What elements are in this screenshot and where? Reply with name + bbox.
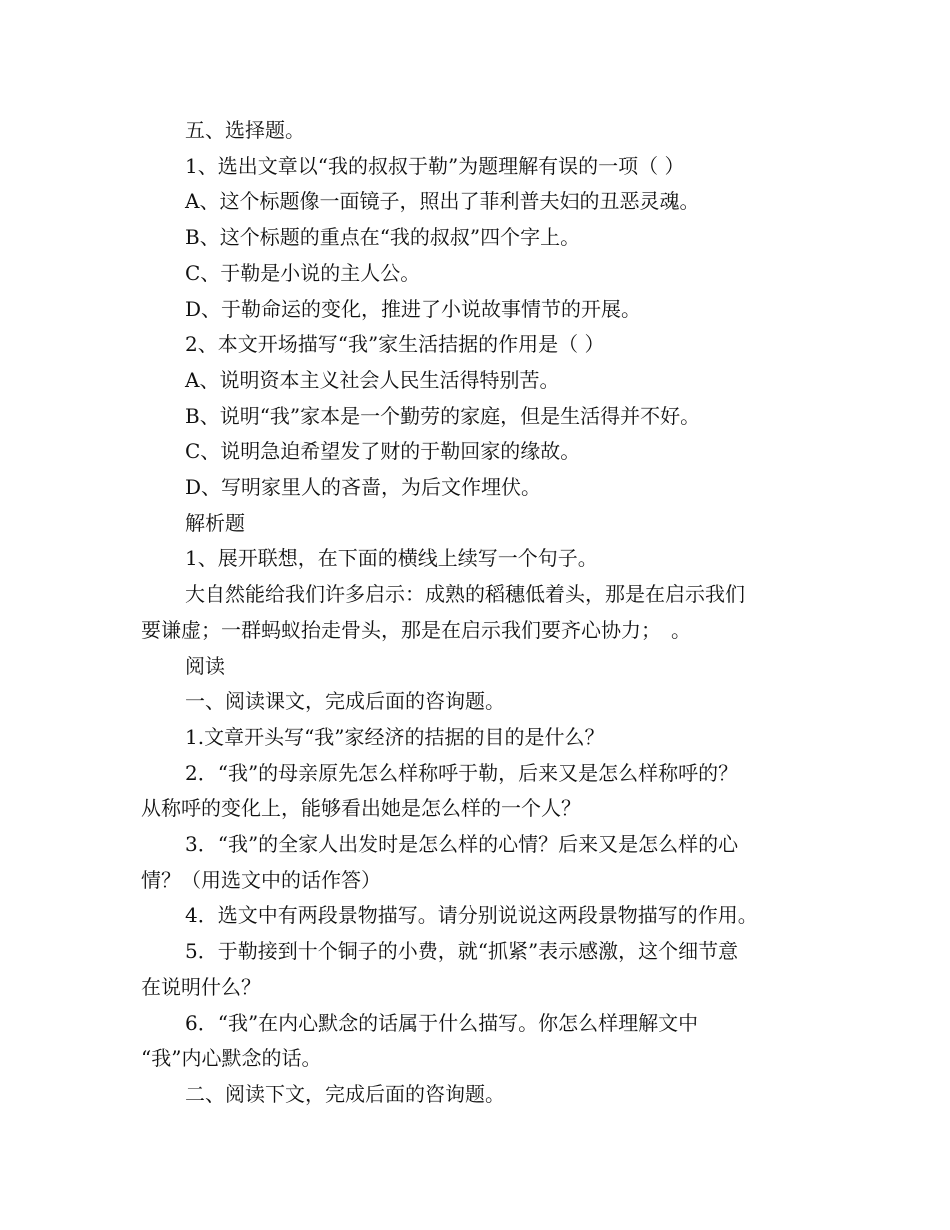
option-2b: B、说明“我”家本是一个勤劳的家庭，但是生活得并不好。 [185, 403, 701, 428]
reading-question-5-line-2: 在说明什么？ [141, 974, 261, 999]
option-1b: B、这个标题的重点在“我的叔叔”四个字上。 [185, 225, 581, 250]
reading-question-4: 4．选文中有两段景物描写。请分别说说这两段景物描写的作用。 [185, 903, 758, 928]
reading-question-3-line-1: 3．“我”的全家人出发时是怎么样的心情？后来又是怎么样的心 [185, 832, 739, 857]
option-1d: D、于勒命运的变化，推进了小说故事情节的开展。 [185, 296, 642, 321]
option-2a: A、说明资本主义社会人民生活得特别苦。 [185, 367, 560, 392]
reading-question-3-line-2: 情？（用选文中的话作答） [141, 867, 381, 892]
document-body [141, 113, 813, 1113]
option-1c: C、于勒是小说的主人公。 [185, 260, 421, 285]
reading-question-5-line-1: 5．于勒接到十个铜子的小费，就“抓紧”表示感激，这个细节意 [185, 939, 739, 964]
nature-paragraph-line-2: 要谦虚；一群蚂蚁抬走骨头，那是在启示我们要齐心协力； 。 [141, 617, 691, 642]
question-2: 2、本文开场描写“我”家生活拮据的作用是（ ） [185, 332, 605, 357]
question-1: 1、选出文章以“我的叔叔于勒”为题理解有误的一项（ ） [185, 153, 685, 178]
reading-question-2-line-1: 2．“我”的母亲原先怎么样称呼于勒，后来又是怎么样称呼的？ [185, 760, 739, 785]
reading-section-2-heading: 二、阅读下文，完成后面的咨询题。 [185, 1081, 505, 1106]
reading-question-2-line-2: 从称呼的变化上，能够看出她是怎么样的一个人？ [141, 796, 581, 821]
option-2c: C、说明急迫希望发了财的于勒回家的缘故。 [185, 439, 581, 464]
section-heading-choice: 五、选择题。 [185, 118, 305, 142]
analysis-question-1: 1、展开联想，在下面的横线上续写一个句子。 [185, 546, 598, 571]
section-heading-analysis: 解析题 [185, 510, 245, 535]
reading-question-1: 1.文章开头写“我”家经济的拮据的目的是什么？ [185, 724, 605, 749]
reading-section-1-heading: 一、阅读课文，完成后面的咨询题。 [185, 689, 505, 714]
option-2d: D、写明家里人的吝啬，为后文作埋伏。 [185, 475, 542, 500]
reading-question-6-line-2: “我”内心默念的话。 [141, 1046, 322, 1071]
option-1a: A、这个标题像一面镜子，照出了菲利普夫妇的丑恶灵魂。 [185, 189, 700, 214]
reading-heading: 阅读 [185, 653, 225, 678]
reading-question-6-line-1: 6．“我”在内心默念的话属于什么描写。你怎么样理解文中 [185, 1010, 699, 1035]
nature-paragraph-line-1: 大自然能给我们许多启示：成熟的稻穗低着头，那是在启示我们 [185, 582, 745, 607]
